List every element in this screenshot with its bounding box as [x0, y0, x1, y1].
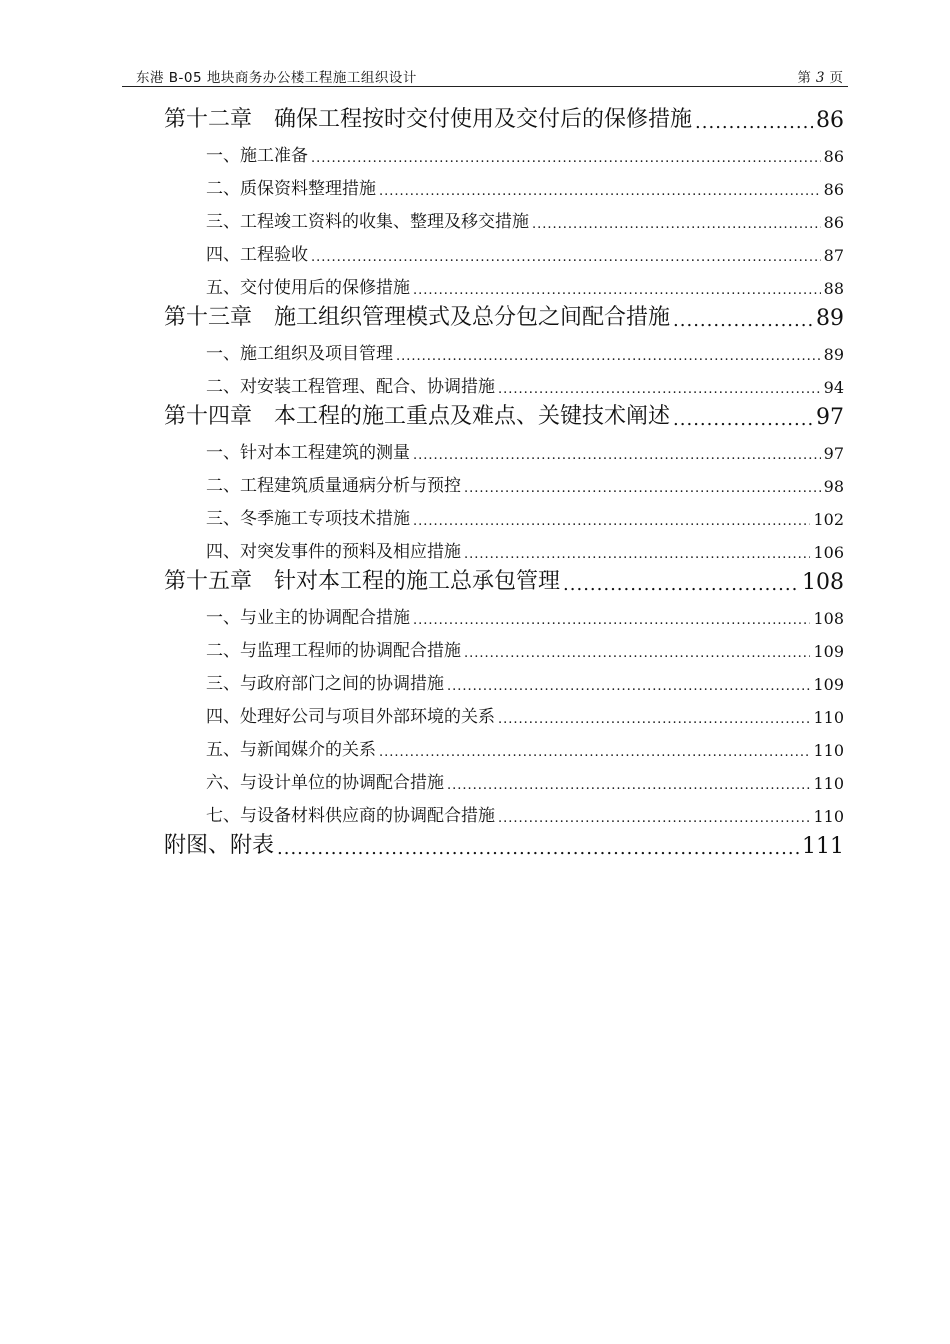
toc-section-entry[interactable]: [164, 265, 844, 298]
toc-section-entry[interactable]: [164, 364, 844, 397]
toc-section-entry[interactable]: [164, 694, 844, 727]
entry-title-text: 二、与监理工程师的协调配合措施: [206, 641, 461, 661]
entry-title-text: 四、对突发事件的预料及相应措施: [206, 542, 461, 562]
toc-page-number: 86: [816, 108, 844, 133]
entry-title-text: 四、处理好公司与项目外部环境的关系: [206, 707, 495, 727]
toc-page-number: 108: [813, 609, 844, 628]
toc-section-entry[interactable]: [164, 628, 844, 661]
dot-leader: [673, 310, 813, 331]
toc-section-entry[interactable]: [164, 166, 844, 199]
toc-entry-title: [206, 471, 461, 496]
dot-leader: [311, 151, 821, 166]
toc-entry-title: [206, 702, 495, 727]
toc-page-number: 110: [813, 774, 844, 793]
entry-title-text: 三、工程竣工资料的收集、整理及移交措施: [206, 212, 529, 232]
chapter-number: 第十五章: [164, 569, 253, 594]
toc-entry-title: [206, 372, 495, 397]
page-header: [122, 64, 848, 87]
dot-leader: [413, 613, 810, 628]
toc-page-number: 89: [823, 345, 844, 364]
toc-section-entry[interactable]: [164, 133, 844, 166]
entry-title-text: 四、工程验收: [206, 245, 308, 265]
dot-leader: [498, 712, 810, 727]
toc-entry-title: [206, 339, 393, 364]
dot-leader: [532, 217, 821, 232]
toc-entry-title: [206, 537, 461, 562]
chapter-number: 第十二章: [164, 107, 253, 132]
entry-title-text: 二、对安装工程管理、配合、协调措施: [206, 377, 495, 397]
dot-leader: [379, 184, 821, 199]
toc-chapter-entry[interactable]: [164, 100, 844, 133]
entry-title-text: 确保工程按时交付使用及交付后的保修措施: [274, 107, 693, 132]
entry-title-text: 二、工程建筑质量通病分析与预控: [206, 476, 461, 496]
toc-page-number: 86: [823, 180, 844, 199]
page-suffix: 页: [829, 70, 844, 86]
dot-leader: [447, 778, 810, 793]
entry-title-text: 五、与新闻媒介的关系: [206, 740, 376, 760]
toc-page-number: 102: [813, 510, 844, 529]
toc-page-number: 86: [823, 147, 844, 166]
toc-page-number: 88: [823, 279, 844, 298]
toc-entry-title: [206, 735, 376, 760]
chapter-number: 第十三章: [164, 305, 253, 330]
toc-entry-title: [206, 636, 461, 661]
toc-entry-title: [164, 564, 560, 595]
entry-title-text: 七、与设备材料供应商的协调配合措施: [206, 806, 495, 826]
dot-leader: [311, 250, 821, 265]
toc-entry-title: [206, 669, 444, 694]
toc-entry-title: [164, 828, 274, 859]
dot-leader: [498, 382, 821, 397]
toc-page-number: 108: [802, 570, 844, 595]
entry-title-text: 一、施工准备: [206, 146, 308, 166]
toc-entry-title: [206, 207, 529, 232]
toc-page-number: 110: [813, 708, 844, 727]
toc-page-number: 94: [823, 378, 844, 397]
toc-section-entry[interactable]: [164, 199, 844, 232]
toc-entry-title: [164, 300, 670, 331]
toc-page-number: 106: [813, 543, 844, 562]
entry-title-text: 本工程的施工重点及难点、关键技术阐述: [274, 404, 671, 429]
toc-entry-title: [206, 504, 410, 529]
dot-leader: [413, 283, 821, 298]
toc-chapter-entry[interactable]: [164, 298, 844, 331]
entry-title-text: 附图、附表: [164, 833, 275, 858]
toc-section-entry[interactable]: [164, 595, 844, 628]
page-prefix: 第: [797, 70, 812, 86]
toc-entry-title: [206, 438, 410, 463]
entry-title-text: 二、质保资料整理措施: [206, 179, 376, 199]
dot-leader: [277, 838, 799, 859]
dot-leader: [447, 679, 810, 694]
toc-page-number: 110: [813, 741, 844, 760]
toc-chapter-entry[interactable]: [164, 562, 844, 595]
entry-title-text: 三、与政府部门之间的协调措施: [206, 674, 444, 694]
toc-entry-title: [164, 102, 692, 133]
toc-page-number: 89: [816, 306, 844, 331]
entry-title-text: 一、施工组织及项目管理: [206, 344, 393, 364]
toc-entry-title: [206, 240, 308, 265]
chapter-number: 第十四章: [164, 404, 253, 429]
dot-leader: [379, 745, 810, 760]
dot-leader: [498, 811, 810, 826]
entry-title-text: 针对本工程的施工总承包管理: [274, 569, 561, 594]
toc-section-entry[interactable]: [164, 661, 844, 694]
toc-entry-title: [206, 801, 495, 826]
toc-entry-title: [164, 399, 670, 430]
dot-leader: [673, 409, 813, 430]
entry-title-text: 一、针对本工程建筑的测量: [206, 443, 410, 463]
dot-leader: [396, 349, 821, 364]
toc-page-number: 109: [813, 642, 844, 661]
entry-title-text: 三、冬季施工专项技术措施: [206, 509, 410, 529]
toc-section-entry[interactable]: [164, 232, 844, 265]
toc-entry-title: [206, 603, 410, 628]
document-title: 东港 B-05 地块商务办公楼工程施工组织设计: [136, 70, 417, 86]
toc-section-entry[interactable]: [164, 430, 844, 463]
table-of-contents: [164, 100, 844, 859]
toc-section-entry[interactable]: [164, 496, 844, 529]
toc-page-number: 111: [802, 834, 844, 859]
toc-entry-title: [206, 273, 410, 298]
toc-page-number: 110: [813, 807, 844, 826]
toc-page-number: 87: [823, 246, 844, 265]
dot-leader: [563, 574, 799, 595]
page-number: 3: [815, 70, 826, 86]
toc-chapter-entry[interactable]: [164, 397, 844, 430]
page-number-label: [797, 66, 844, 86]
toc-chapter-entry[interactable]: [164, 826, 844, 859]
toc-page-number: 97: [823, 444, 844, 463]
toc-page-number: 97: [816, 405, 844, 430]
dot-leader: [695, 112, 813, 133]
dot-leader: [413, 448, 821, 463]
dot-leader: [464, 481, 821, 496]
toc-entry-title: [206, 174, 376, 199]
entry-title-text: 六、与设计单位的协调配合措施: [206, 773, 444, 793]
toc-page-number: 109: [813, 675, 844, 694]
dot-leader: [413, 514, 810, 529]
toc-page-number: 86: [823, 213, 844, 232]
toc-section-entry[interactable]: [164, 793, 844, 826]
toc-entry-title: [206, 768, 444, 793]
entry-title-text: 施工组织管理模式及总分包之间配合措施: [274, 305, 671, 330]
toc-section-entry[interactable]: [164, 331, 844, 364]
toc-page-number: 98: [823, 477, 844, 496]
toc-section-entry[interactable]: [164, 529, 844, 562]
dot-leader: [464, 547, 810, 562]
entry-title-text: 五、交付使用后的保修措施: [206, 278, 410, 298]
toc-section-entry[interactable]: [164, 727, 844, 760]
toc-section-entry[interactable]: [164, 463, 844, 496]
entry-title-text: 一、与业主的协调配合措施: [206, 608, 410, 628]
toc-entry-title: [206, 141, 308, 166]
toc-section-entry[interactable]: [164, 760, 844, 793]
dot-leader: [464, 646, 810, 661]
